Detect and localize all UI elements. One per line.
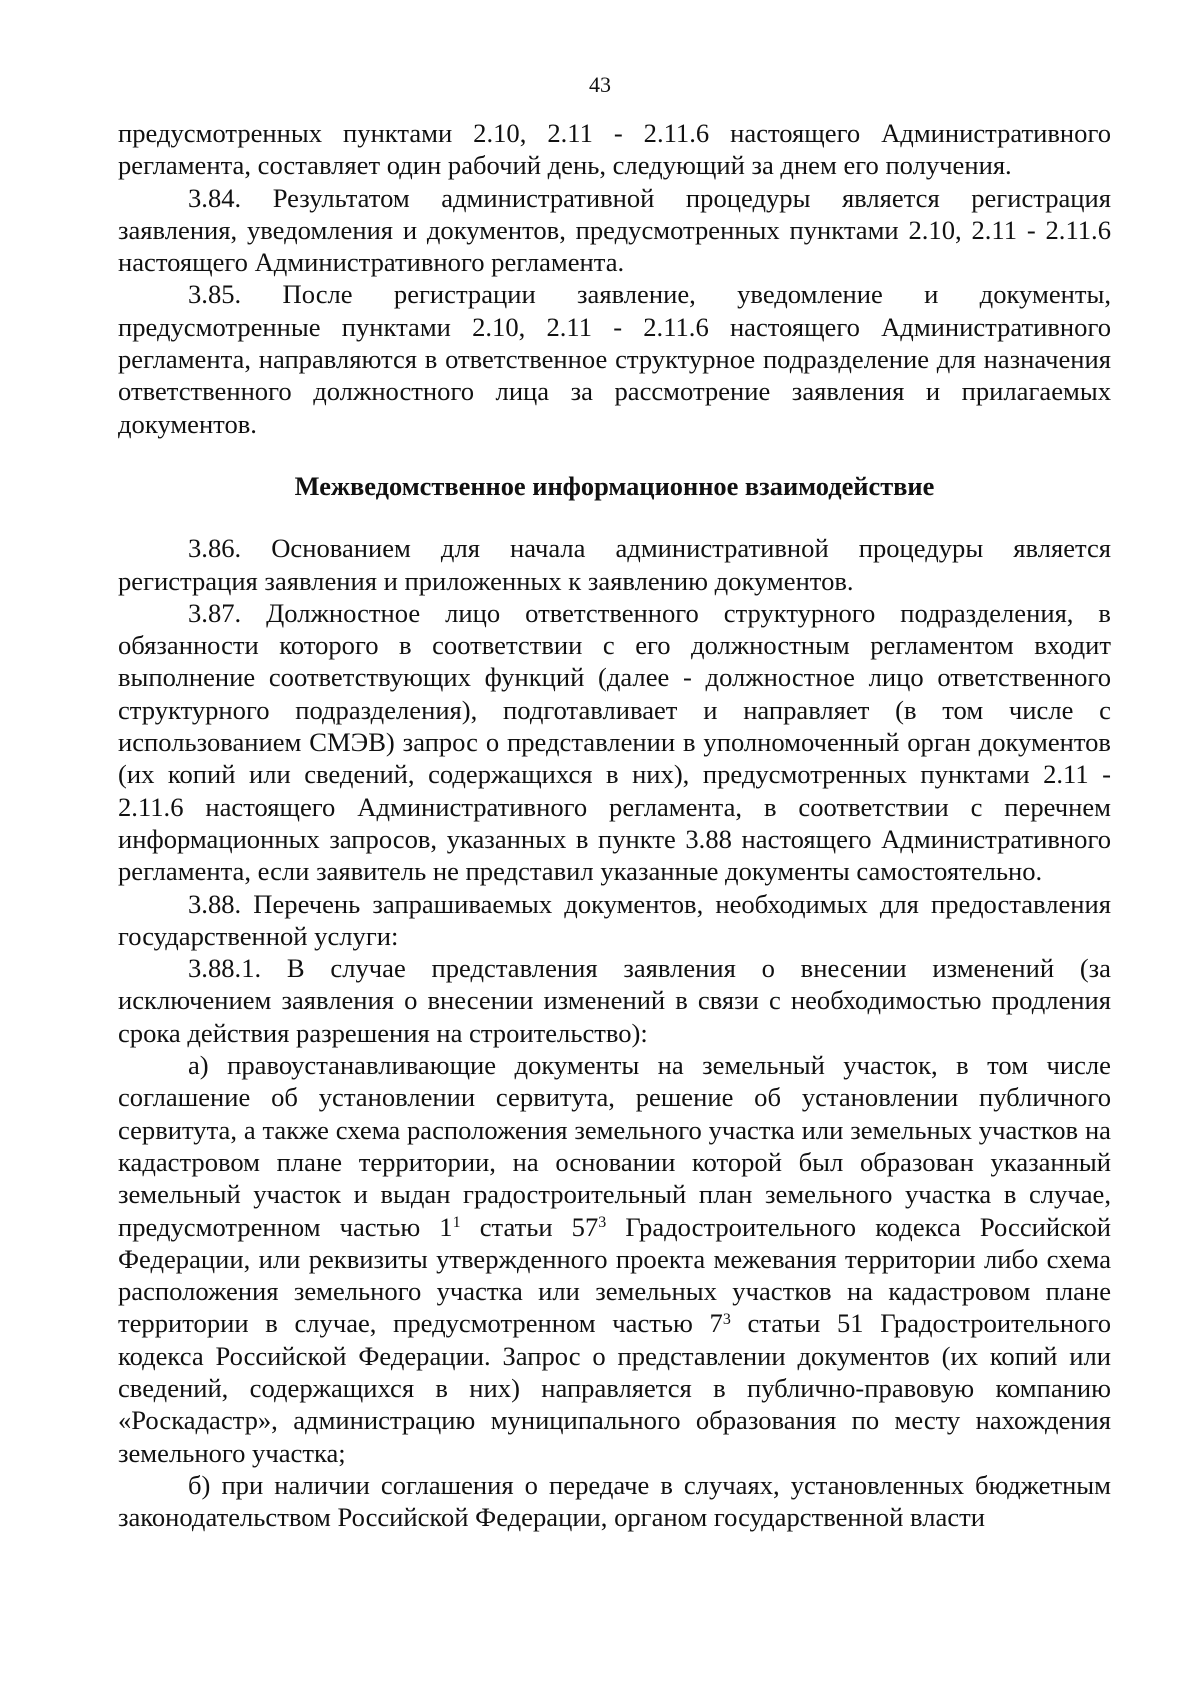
paragraph-3-84: 3.84. Результатом административной процедуры является регистрация заявления, уведомления и документов, предусмотренных пунктами 2.10, 2.11 - 2.11.6 настоящего Административного регламента. (118, 182, 1111, 278)
superscript-part-1: 1 (452, 1213, 461, 1231)
spacer (118, 440, 1111, 470)
superscript-article-57: 3 (598, 1213, 607, 1231)
item-a-text-4: статьи 51 Градостроительного кодекса Российской Федерации. Запрос о представлении документов (их копий или сведений, содержащихся в них) направляется в публично-правовую компанию «Роскадастр», администрацию муниципального образования по месту нахождения земельного участка; (118, 1308, 1111, 1468)
paragraph-item-b: б) при наличии соглашения о передаче в случаях, установленных бюджетным законодательством Российской Федерации, органом государственной власти (118, 1469, 1111, 1533)
item-a-text-3: Градостроительного кодекса Российской Федерации, или реквизиты утвержденного проекта межевания территории либо схема расположения земельного участка или земельных участков на кадастровом плане территории в случае, предусмотренном частью 7 (118, 1211, 1111, 1339)
superscript-part-7: 3 (722, 1310, 731, 1328)
item-a-text-2: статьи 57 (460, 1211, 599, 1242)
page-number: 43 (589, 72, 611, 97)
spacer (118, 502, 1111, 532)
section-heading: Межведомственное информационное взаимодействие (294, 470, 935, 501)
document-body (118, 117, 1111, 1533)
paragraph-3-85: 3.85. После регистрации заявление, уведомление и документы, предусмотренные пунктами 2.10, 2.11 - 2.11.6 настоящего Административного регламента, направляются в ответственное структурное подразделение для назначения ответственного должностного лица за рассмотрение заявления и прилагаемых документов. (118, 279, 1111, 439)
paragraph-3-86: 3.86. Основанием для начала административной процедуры является регистрация заявления и приложенных к заявлению документов. (118, 533, 1111, 596)
paragraph-item-a (118, 1049, 1111, 1469)
paragraph-3-87: 3.87. Должностное лицо ответственного структурного подразделения, в обязанности которого в соответствии с его должностным регламентом входит выполнение соответствующих функций (далее - должностное лицо ответственного структурного подразделения), подготавливает и направляет (в том числе с использованием СМЭВ) запрос о представлении в уполномоченный орган документов (их копий или сведений, содержащихся в них), предусмотренных пунктами 2.11 - 2.11.6 настоящего Административного регламента, в соответствии с перечнем информационных запросов, указанных в пункте 3.88 настоящего Административного регламента, если заявитель не представил указанные документы самостоятельно. (118, 597, 1111, 887)
paragraph-3-88-1: 3.88.1. В случае представления заявления о внесении изменений (за исключением заявления о внесении изменений в связи с необходимостью продления срока действия разрешения на строительство): (118, 953, 1111, 1048)
paragraph-3-88: 3.88. Перечень запрашиваемых документов, необходимых для предоставления государственной услуги: (118, 888, 1111, 951)
item-a-text-1: а) правоустанавливающие документы на земельный участок, в том числе соглашение об установлении сервитута, решение об установлении публичного сервитута, а также схема расположения земельного участка или земельных участков на кадастровом плане территории, на основании которой был образован указанный земельный участок и выдан градостроительный план земельного участка в случае, предусмотренном частью 1 (118, 1050, 1111, 1242)
paragraph-continuation: предусмотренных пунктами 2.10, 2.11 - 2.11.6 настоящего Административного регламента, составляет один рабочий день, следующий за днем его получения. (118, 118, 1111, 181)
